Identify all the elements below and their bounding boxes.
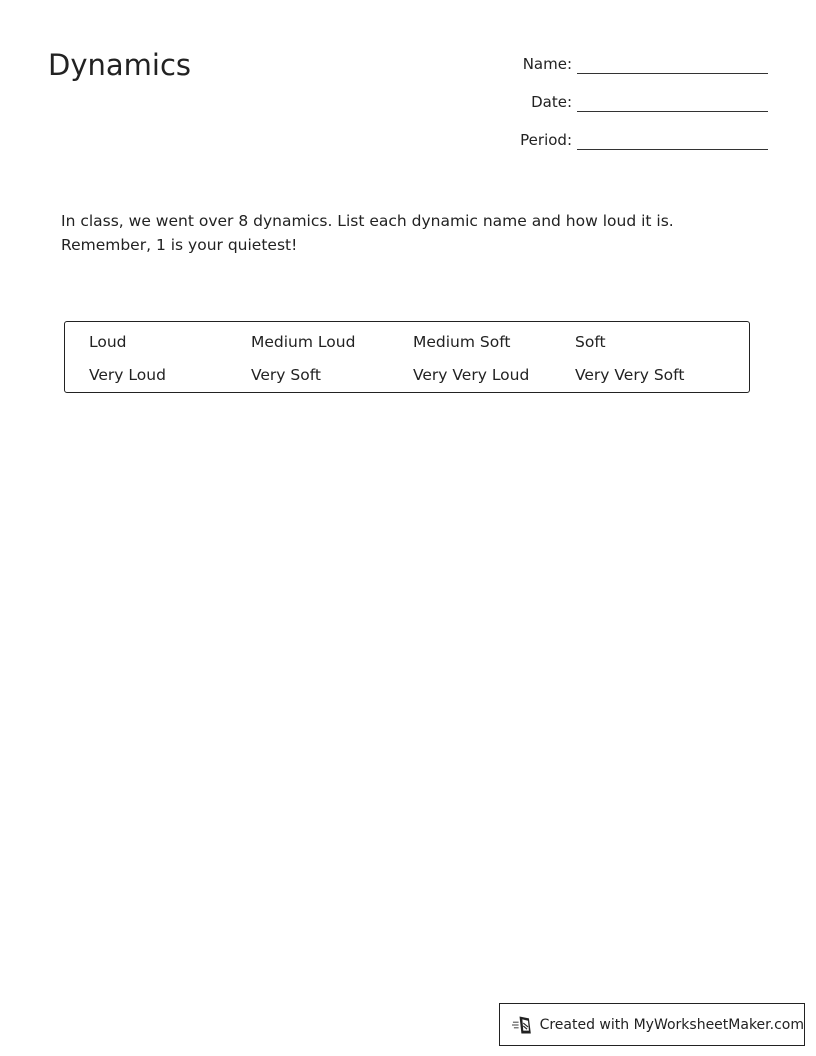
- instructions-line-1: In class, we went over 8 dynamics. List each dynamic name and how loud it is.: [61, 212, 674, 230]
- period-field[interactable]: [520, 127, 768, 151]
- instructions-line-2: Remember, 1 is your quietest!: [61, 236, 298, 254]
- date-label: Date:: [531, 93, 572, 111]
- instructions: [61, 209, 761, 257]
- name-field[interactable]: [523, 51, 768, 75]
- page-title: Dynamics: [48, 48, 192, 82]
- word-bank-row: [65, 332, 749, 356]
- word-bank-item: Loud: [89, 333, 127, 351]
- name-label: Name:: [522, 55, 572, 73]
- word-bank-item: Very Loud: [89, 366, 166, 384]
- word-bank-item: Very Soft: [251, 366, 321, 384]
- footer-text[interactable]: Created with MyWorksheetMaker.com: [539, 1016, 804, 1033]
- word-bank-item: Medium Loud: [251, 333, 356, 351]
- period-label: Period:: [520, 131, 572, 149]
- footer-credit[interactable]: [499, 1003, 805, 1046]
- word-bank-item: Medium Soft: [413, 333, 511, 351]
- worksheet-maker-logo-icon: [512, 1014, 535, 1036]
- period-line[interactable]: [577, 149, 768, 150]
- word-bank-item: Soft: [575, 333, 606, 351]
- name-line[interactable]: [577, 73, 768, 74]
- word-bank: [64, 321, 750, 393]
- word-bank-item: Very Very Loud: [413, 366, 530, 384]
- word-bank-row: [65, 365, 749, 389]
- date-line[interactable]: [577, 111, 768, 112]
- word-bank-item: Very Very Soft: [575, 366, 685, 384]
- date-field[interactable]: [531, 89, 768, 113]
